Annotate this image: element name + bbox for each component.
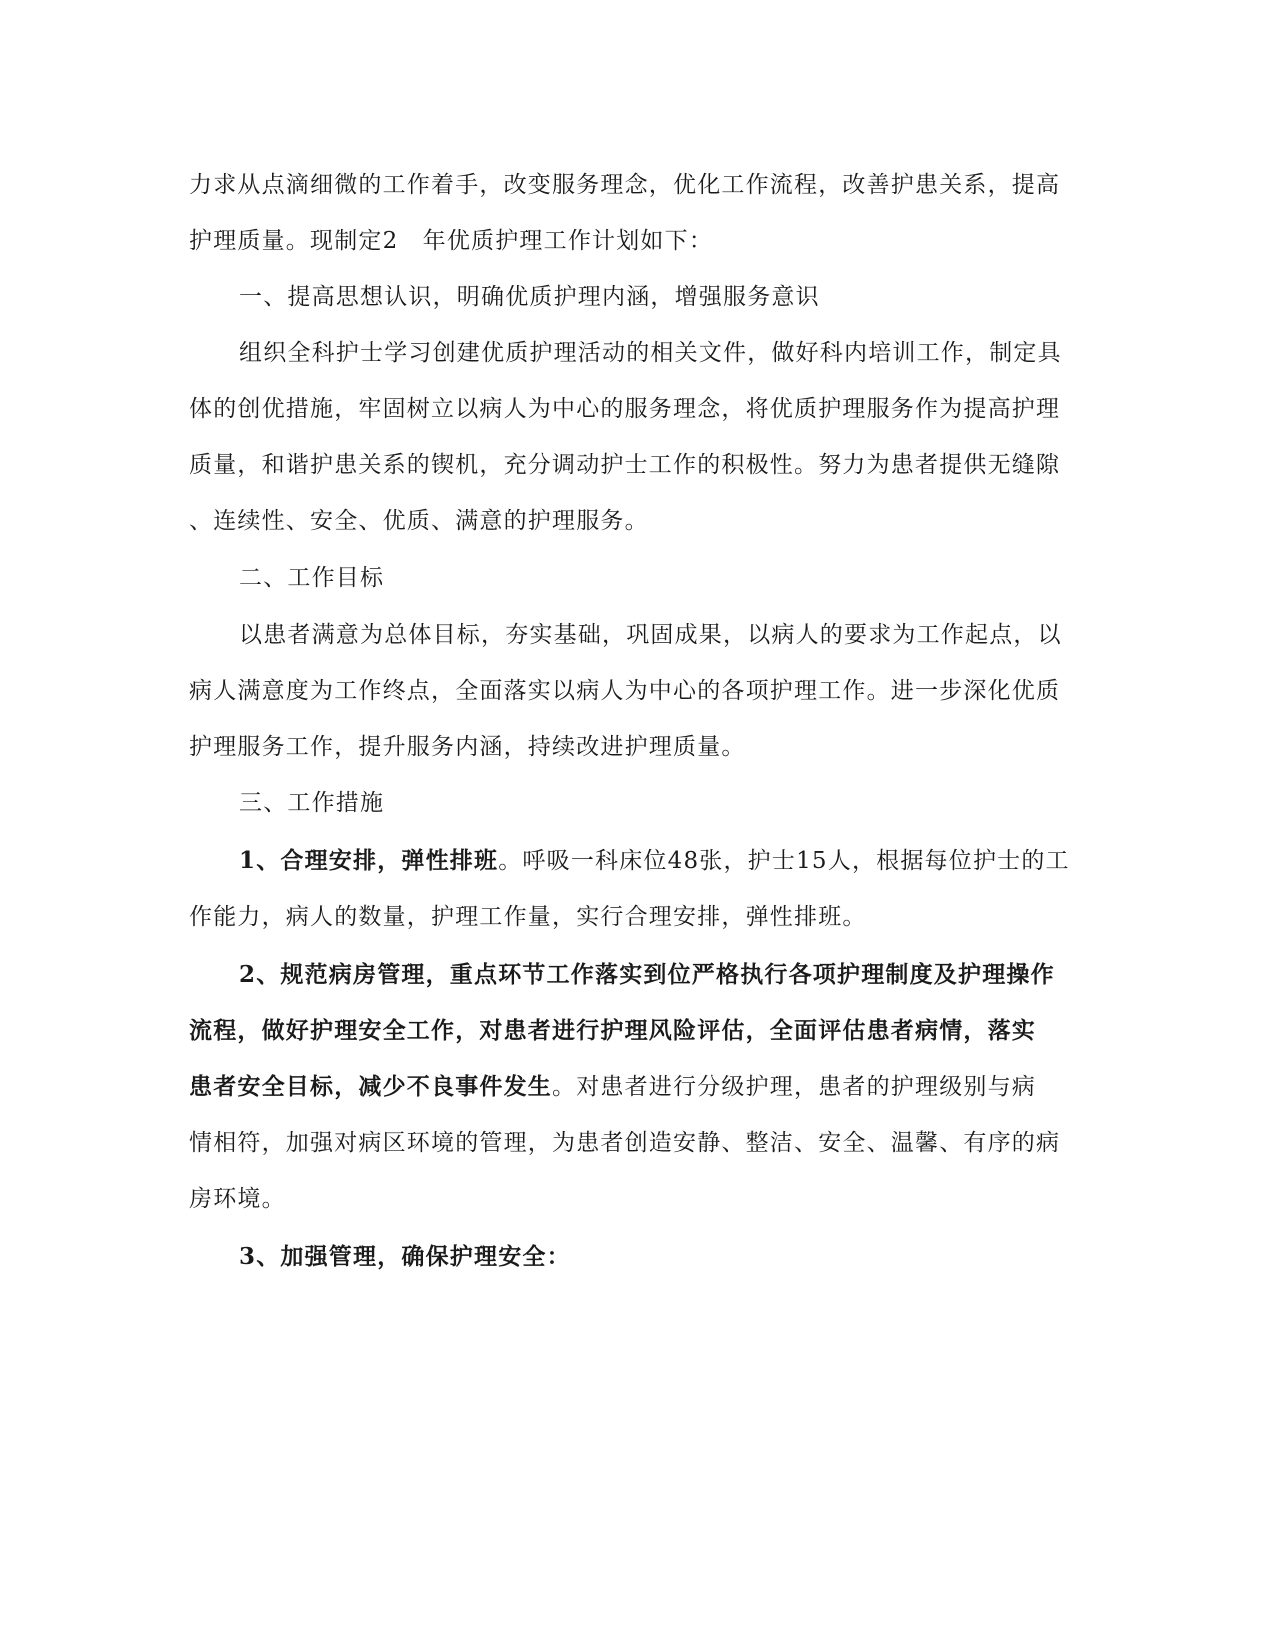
- paragraph-line: 护理服务工作，提升服务内涵，持续改进护理质量。: [189, 734, 746, 760]
- item-2-line-5: 房环境。: [189, 1186, 286, 1212]
- paragraph-line: 护理质量。现制定2 年优质护理工作计划如下：: [189, 228, 714, 254]
- item-1-line-1: [239, 846, 1139, 876]
- paragraph-line: 以患者满意为总体目标，夯实基础，巩固成果，以病人的要求为工作起点，以: [239, 622, 1062, 648]
- item-1-title: 1、合理安排，弹性排班: [239, 847, 499, 874]
- section-heading-3: 三、工作措施: [239, 790, 385, 816]
- section-heading-2: 二、工作目标: [239, 565, 385, 591]
- paragraph-line: 质量，和谐护患关系的锲机，充分调动护士工作的积极性。努力为患者提供无缝隙: [189, 452, 1061, 478]
- item-1-text: 。呼吸一科床位48张，护士15人，根据每位护士的工: [498, 848, 1070, 874]
- item-2-line-2: 流程，做好护理安全工作，对患者进行护理风险评估，全面评估患者病情，落实: [189, 1017, 1036, 1044]
- paragraph-line: 病人满意度为工作终点，全面落实以病人为中心的各项护理工作。进一步深化优质: [189, 678, 1061, 704]
- item-2-line-3: [189, 1072, 1089, 1102]
- item-2-line-1: 2、规范病房管理，重点环节工作落实到位严格执行各项护理制度及护理操作: [239, 961, 1055, 988]
- item-2-text: 。对患者进行分级护理，患者的护理级别与病: [552, 1074, 1036, 1100]
- item-1-line-2: 作能力，病人的数量，护理工作量，实行合理安排，弹性排班。: [189, 904, 867, 930]
- item-2-line-4: 情相符，加强对病区环境的管理，为患者创造安静、整洁、安全、温馨、有序的病: [189, 1130, 1061, 1156]
- item-2-title-end: 患者安全目标，减少不良事件发生: [189, 1073, 552, 1100]
- item-3-title: 3、加强管理，确保护理安全：: [239, 1243, 571, 1270]
- paragraph-line: 、连续性、安全、优质、满意的护理服务。: [189, 508, 649, 534]
- paragraph-line: 组织全科护士学习创建优质护理活动的相关文件，做好科内培训工作，制定具: [239, 340, 1062, 366]
- section-heading-1: 一、提高思想认识，明确优质护理内涵，增强服务意识: [239, 284, 820, 310]
- paragraph-line: 力求从点滴细微的工作着手，改变服务理念，优化工作流程，改善护患关系，提高: [189, 172, 1061, 198]
- paragraph-line: 体的创优措施，牢固树立以病人为中心的服务理念，将优质护理服务作为提高护理: [189, 396, 1061, 422]
